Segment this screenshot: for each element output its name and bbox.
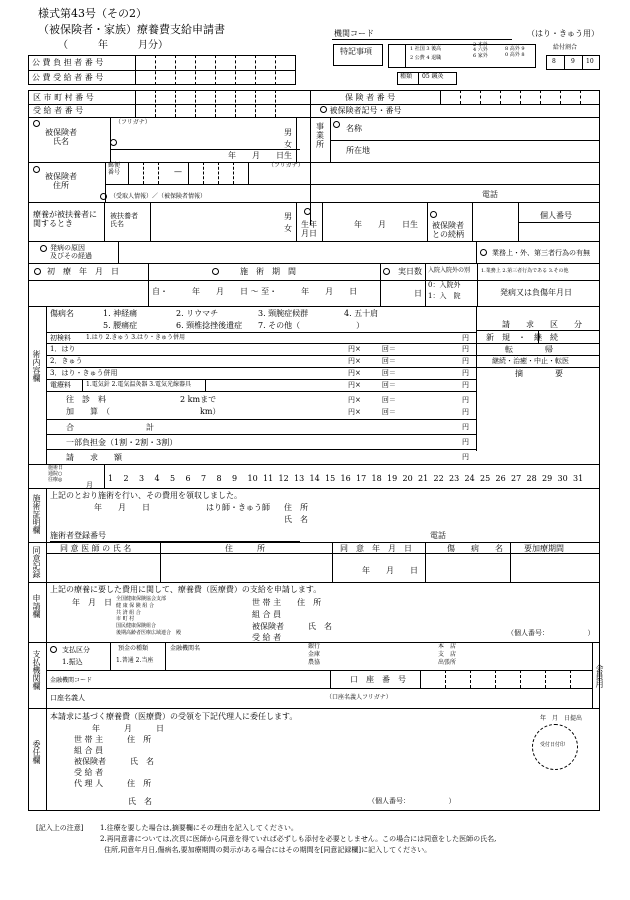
office-name-label: 名称 <box>346 124 362 133</box>
travel-fee-label: 往 診 料 <box>66 395 106 404</box>
member-use-label: 会員用 <box>595 664 604 688</box>
dep-birth-label: 生年 月日 <box>301 220 317 239</box>
receipt-stamp-label: 受付日付印 <box>540 742 566 748</box>
treatment-day-cell[interactable]: 22 <box>433 474 444 483</box>
receiver-info-label: （受取人情報）／（被保険者情報） <box>110 193 207 200</box>
circle-marker-icon <box>430 211 437 221</box>
proxy-text: 本請求に基づく療養費（医療費）の受領を下記代理人に委任します。 <box>50 712 298 721</box>
proxy-date: 年 月 日 <box>92 724 164 733</box>
card-number-label: 被保険者記号・番号 <box>320 106 402 115</box>
special-notes-label: 特記事項 <box>340 47 372 56</box>
injury-option-5[interactable]: 5. 腰痛症 <box>103 321 138 330</box>
cert-address: 住 所 <box>284 503 308 512</box>
days-unit: 日 <box>414 289 422 298</box>
payment-class-label: 支払区分 <box>62 646 90 654</box>
male-label: 男 <box>284 128 292 137</box>
treatment-day-cell[interactable]: 20 <box>402 474 413 483</box>
electro-options[interactable]: 1.電気針 2.電気温灸器 3.電気光線器具 <box>86 381 191 388</box>
registration-no-label: 施術者登録番号 <box>50 531 106 540</box>
injury-option-6[interactable]: 6. 頸椎捻挫後遺症 <box>176 321 243 330</box>
treatment-days-label: 施術日 通院○ 往療◎ <box>48 465 64 483</box>
cert-phone: 電話 <box>430 531 446 540</box>
bank-code-label: 金融機関コード <box>50 677 93 684</box>
circle-marker-icon <box>304 208 311 218</box>
travel-add-label: 加 算 （ <box>66 407 110 416</box>
treatment-day-cell[interactable]: 11 <box>263 474 274 483</box>
travel-km-unit: km） <box>200 407 221 416</box>
dep-birth-date: 年 月 日生 <box>354 220 418 229</box>
claim-amount-label: 請 求 額 <box>66 453 122 462</box>
injury-option-1[interactable]: 1. 神経痛 <box>103 309 138 318</box>
treatment-day-cell[interactable]: 25 <box>480 474 491 483</box>
actual-days-label: 実日数 <box>398 267 422 276</box>
travel-km-limit: 2 kmまで <box>180 395 217 404</box>
treatment-day-cell[interactable]: 7 <box>201 474 207 483</box>
branch-type-options: 本 店 支 店 出張所 <box>438 643 457 666</box>
circle-marker-icon <box>110 139 117 149</box>
consent-date-label: 同 意 年 月 日 <box>340 544 412 553</box>
proxy-line-6: 氏 名 <box>128 797 152 806</box>
treatment-day-cell[interactable]: 14 <box>309 474 320 483</box>
account-no-label: 口 座 番 号 <box>350 675 406 684</box>
institution-code-label: 機関コード <box>334 29 374 38</box>
insured-address-label: 被保険者 住所 <box>45 172 77 191</box>
insured-name-label: 被保険者 氏名 <box>45 128 77 147</box>
cert-text: 上記のとおり施術を行い、その費用を領収しました。 <box>50 491 242 500</box>
treatment-day-cell[interactable]: 1 <box>108 474 114 483</box>
type-option-2: 2 公費 4 退職 <box>410 55 442 61</box>
remarks-label: 摘 要 <box>515 369 563 378</box>
injury-option-3[interactable]: 3. 頸腕症候群 <box>258 309 309 318</box>
female-label: 女 <box>284 140 292 149</box>
treatment-day-cell[interactable]: 9 <box>232 474 238 483</box>
consent-section-label: 同意記録 <box>32 546 41 578</box>
proxy-line-4: 受 給 者 <box>74 768 104 777</box>
cert-name: 氏 名 <box>284 515 308 524</box>
dependent-name-label: 被扶養者 氏名 <box>110 212 138 229</box>
first-exam-options[interactable]: 1.はり 2.きゅう 3.はり・きゅう併用 <box>86 334 185 341</box>
consent-date-value: 年 月 日 <box>362 566 418 575</box>
treatment-day-cell[interactable]: 30 <box>557 474 568 483</box>
total-label: 合 計 <box>66 423 154 432</box>
injury-option-7[interactable]: 7. その他（ ） <box>258 321 365 330</box>
fee-row-3: 3．はり・きゅう併用 <box>50 369 118 377</box>
form-number: 様式第43号（その2） <box>38 7 147 20</box>
treatment-day-cell[interactable]: 6 <box>185 474 191 483</box>
fee-section-label: 術内容欄 <box>32 350 41 382</box>
treatment-day-cell[interactable]: 24 <box>464 474 475 483</box>
treatment-day-cell[interactable]: 19 <box>387 474 398 483</box>
individual-number-field[interactable]: （個人番号： ） <box>507 629 595 637</box>
insurer-no-label: 保 険 者 番 号 <box>345 93 396 102</box>
kind-value: 05 鍼灸 <box>422 73 444 80</box>
first-visit-label: 初 療 年 月 日 <box>47 267 119 276</box>
deposit-type-label: 預金の種類 <box>118 645 149 652</box>
treatment-day-cell[interactable]: 16 <box>340 474 351 483</box>
furigana-label: （フリガナ） <box>115 119 151 126</box>
proxy-line-3: 被保険者 氏 名 <box>74 757 154 766</box>
city-code-label: 区 市 町 村 番 号 <box>33 93 94 102</box>
treatment-day-cell[interactable]: 5 <box>170 474 176 483</box>
fee-row-3-unit: 円× 回＝ <box>348 369 396 377</box>
circle-marker-icon <box>34 268 41 278</box>
outcome-label: 転 帰 <box>505 345 553 354</box>
cert-worker: はり師・きゅう師 <box>206 503 270 512</box>
note-1: 1.往療を要した場合は,摘要欄にその理由を記入してください。 <box>100 824 298 832</box>
deposit-type-options[interactable]: 1.普通 2.当座 <box>116 657 154 664</box>
individual-no-label: 個人番号 <box>540 211 572 220</box>
treatment-day-cell[interactable]: 27 <box>511 474 522 483</box>
public-recipient-label: 公 費 受 給 者 番 号 <box>32 73 104 82</box>
treatment-day-cell[interactable]: 28 <box>526 474 537 483</box>
third-party-label: 業務上・外、第三者行為の有無 <box>492 249 590 257</box>
circle-marker-icon <box>40 245 47 255</box>
circle-marker-icon <box>333 121 340 131</box>
proxy-line-2: 組 合 員 <box>74 746 104 755</box>
fee-row-2: 2．きゅう <box>50 357 83 365</box>
cert-section-label: 施術証明欄 <box>32 494 41 534</box>
proxy-section-label: 委任欄 <box>32 740 41 764</box>
ratio-10[interactable]: 10 <box>586 58 594 65</box>
month-label: 月 <box>86 481 93 489</box>
proxy-line-1: 世 帯 主 住 所 <box>74 735 152 744</box>
cause-label: 発病の原因 及びその経過 <box>50 244 92 261</box>
application-section-label: 申請欄 <box>32 594 41 618</box>
bank-name-label: 金融機関名 <box>170 645 201 652</box>
claim-category-label: 請 求 区 分 <box>502 320 582 329</box>
yen-unit: 円 <box>462 334 469 342</box>
household-head-line: 世 帯 主 住 所 <box>252 598 322 607</box>
type-option-3: 2 本外 4 六外 6 家外 <box>473 42 488 59</box>
fee-row-2-unit: 円× 回＝ <box>348 357 396 365</box>
holder-furigana-label: （口座名義人フリガナ） <box>326 694 392 701</box>
circle-marker-icon <box>320 106 327 113</box>
treatment-day-cell[interactable]: 8 <box>216 474 222 483</box>
consent-doctor-label: 同 意 医 師 の 氏 名 <box>60 544 132 553</box>
fee-row-1: 1．はり <box>50 345 76 353</box>
account-holder-label: 口座名義人 <box>50 694 85 702</box>
consent-address-label: 住 所 <box>225 544 265 553</box>
treatment-period-label: 施 術 期 間 <box>240 267 296 276</box>
cert-date: 年 月 日 <box>94 503 150 512</box>
first-exam-label: 初検料 <box>50 334 71 342</box>
circle-marker-icon <box>50 646 57 656</box>
treatment-day-cell[interactable]: 2 <box>123 474 129 483</box>
injury-option-4[interactable]: 4. 五十肩 <box>344 309 379 318</box>
electro-label: 電療料 <box>50 381 71 389</box>
disease-label: 傷 病 名 <box>447 544 503 553</box>
inpatient-label: 入院入院外の別 <box>428 267 471 274</box>
work-related-options: 1.業務上 2.第三者行為である 3.その他 <box>481 268 569 274</box>
treatment-need-label: 要加療期間 <box>524 544 564 553</box>
type-option-4: 8 高外 9 0 高外 8 <box>505 46 525 58</box>
treatment-day-cell[interactable]: 12 <box>278 474 289 483</box>
note-3: 住所,同意年月日,傷病名,要加療期間の掲示がある場合にはその期間を[同意記録欄]に記入してください。 <box>104 846 432 854</box>
office-location-label: 所在地 <box>346 146 370 155</box>
treatment-day-cell[interactable]: 31 <box>573 474 584 483</box>
furigana2-label: （フリガナ） <box>268 162 304 169</box>
dependent-label: 療養が被扶養者に 関するとき <box>33 210 97 229</box>
circle-marker-icon <box>33 120 40 130</box>
treatment-day-cell[interactable]: 10 <box>247 474 258 483</box>
public-payer-label: 公 費 負 担 者 番 号 <box>32 58 104 67</box>
inpatient-option[interactable]: 1：入 院 <box>428 292 461 300</box>
office-label: 事 業 所 <box>316 122 324 150</box>
usage-label: （はり・きゅう用） <box>527 29 599 38</box>
circle-marker-icon <box>33 166 40 176</box>
notes-label: [記入上の注意] <box>36 824 84 832</box>
proxy-individual-no[interactable]: （個人番号： ） <box>368 797 456 805</box>
bank-type-options: 銀行 金庫 農協 <box>308 643 321 666</box>
treatment-day-cell[interactable]: 26 <box>495 474 506 483</box>
form-period: （ 年 月分） <box>58 40 168 51</box>
onset-date-label: 発病又は負傷年月日 <box>500 288 572 297</box>
insured-line: 被保険者 氏 名 <box>252 622 332 631</box>
treatment-day-cell[interactable]: 17 <box>356 474 367 483</box>
ratio-8[interactable]: 8 <box>552 58 556 65</box>
copay-label[interactable]: 一部負担金（1割・2割・3割） <box>66 438 178 447</box>
treatment-day-cell[interactable]: 18 <box>371 474 382 483</box>
new-continue-label[interactable]: 新 規 ・ 継 続 <box>486 333 558 342</box>
submit-date-label: 年 月 日提出 <box>540 715 583 722</box>
payment-section-label: 支払機関欄 <box>32 650 41 690</box>
birth-date-label: 年 月 日生 <box>228 151 292 160</box>
injury-option-2[interactable]: 2. リウマチ <box>176 309 219 318</box>
dep-male: 男 <box>284 212 292 221</box>
phone-label: 電話 <box>482 190 498 199</box>
form-title: （被保険者・家族）療養費支給申請書 <box>38 23 225 36</box>
circle-marker-icon <box>212 268 219 278</box>
recipient-line: 受 給 者 <box>252 633 282 642</box>
application-date: 年 月 日 <box>72 598 112 607</box>
circle-marker-icon <box>383 268 390 278</box>
kind-label: 種類 <box>400 73 413 80</box>
relation-label: 被保険者 との続柄 <box>432 221 464 240</box>
injury-label: 傷病名 <box>50 309 74 318</box>
postal-code-label: 郵便 番号 <box>108 162 121 176</box>
transfer-option[interactable]: 1.振込 <box>62 658 83 666</box>
dep-female: 女 <box>284 224 292 233</box>
proxy-line-5: 代 理 人 住 所 <box>74 779 152 788</box>
treatment-day-cell[interactable]: 13 <box>294 474 305 483</box>
outpatient-option[interactable]: 0：入院外 <box>428 281 461 289</box>
treatment-day-cell[interactable]: 21 <box>418 474 429 483</box>
insurer-list: 全国健康保険協会支部 健 康 保 険 組 合 共 済 組 合 市 町 村 国民健康保険組合 後期高齢者医療広域連合 殿 <box>116 596 182 636</box>
ratio-9[interactable]: 9 <box>571 58 575 65</box>
treatment-day-cell[interactable]: 15 <box>325 474 336 483</box>
outcome-options[interactable]: 継続・治癒・中止・転医 <box>492 357 569 365</box>
type-option-1: 1 社国 3 後高 <box>410 46 442 52</box>
treatment-day-cell[interactable]: 4 <box>154 474 160 483</box>
application-text: 上記の療養に要した費用に関して、療養費（医療費）の支給を申請します。 <box>50 585 322 594</box>
fee-row-1-unit: 円× 回＝ <box>348 345 396 353</box>
union-member-line: 組 合 員 <box>252 610 282 619</box>
note-2: 2.再同意書については,次頁に医師から同意を得ていれば必ずしも添付を必要としません。この場合には同意をした医師の氏名, <box>100 835 497 843</box>
circle-marker-icon <box>480 249 487 259</box>
treatment-day-cell[interactable]: 3 <box>139 474 145 483</box>
benefit-ratio-label: 給付割合 <box>553 44 578 51</box>
treatment-day-cell[interactable]: 29 <box>542 474 553 483</box>
recipient-no-label: 受 給 者 番 号 <box>33 106 84 115</box>
treatment-day-cell[interactable]: 23 <box>449 474 460 483</box>
period-range: 自・ 年 月 日 〜 至・ 年 月 日 <box>152 287 358 296</box>
